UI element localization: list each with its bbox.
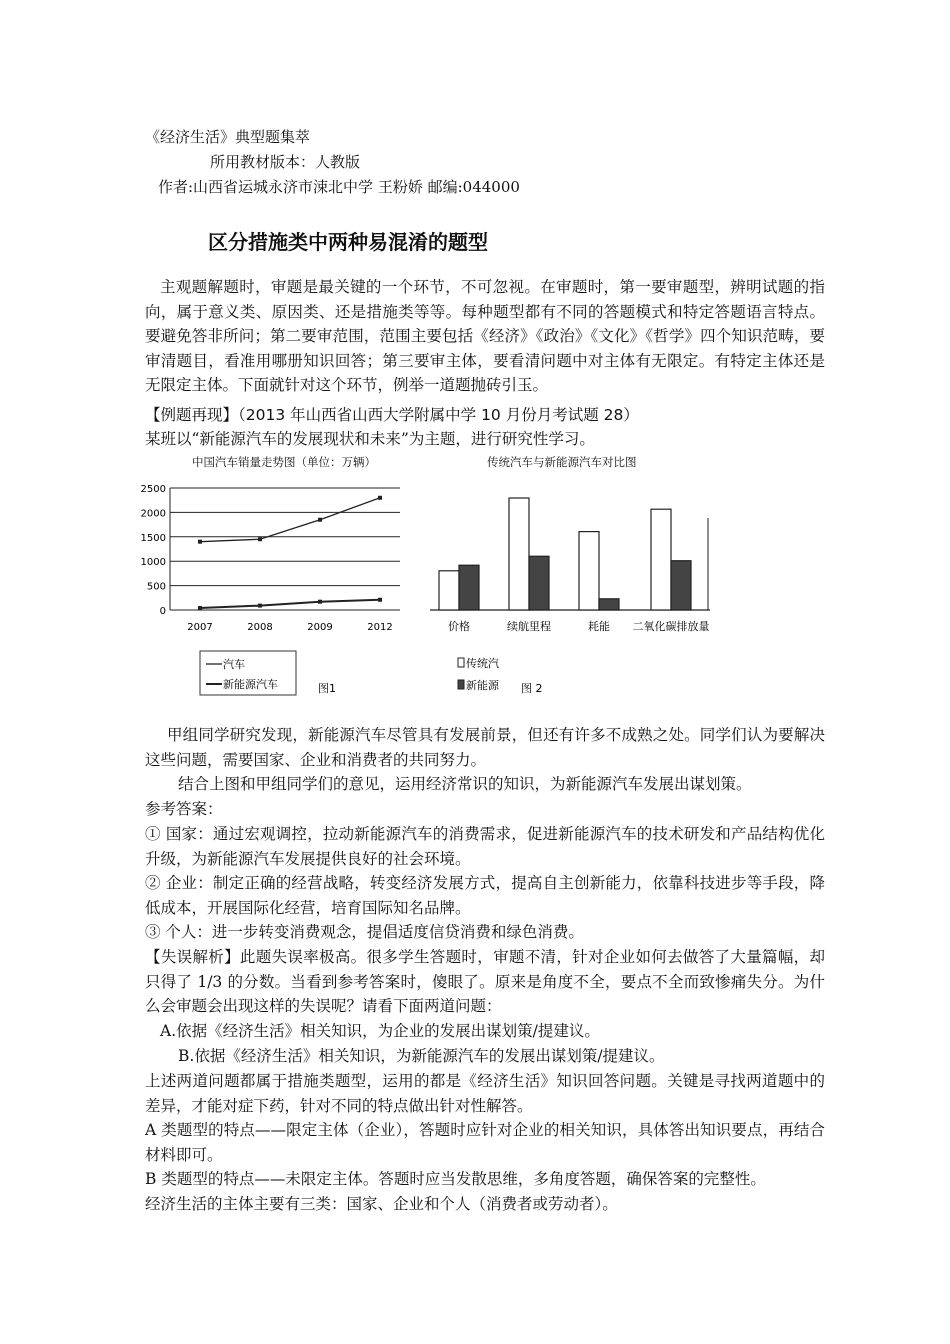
chart2-title: 传统汽车与新能源汽车对比图 [487, 455, 637, 469]
example-source: （2013 年山西省山西大学附属中学 10 月份月考试题 28） [238, 406, 639, 424]
paragraph-finding: 甲组同学研究发现，新能源汽车尽管具有发展前景，但还有许多不成熟之处。同学们认为要解决这些问题，需要国家、企业和消费者的共同努力。 [145, 726, 825, 769]
legend-ev: 新能源汽车 [223, 678, 278, 691]
paragraph-task: 结合上图和甲组同学们的意见，运用经济常识的知识，为新能源汽车发展出谋划策。 [178, 775, 752, 793]
data-point [318, 600, 322, 604]
legend-traditional: 传统汽 [466, 657, 499, 670]
bar-new-energy [599, 599, 619, 610]
paragraph-type-a: A 类题型的特点——限定主体（企业），答题时应针对企业的相关知识，具体答出知识要点，再结合材料即可。 [145, 1121, 825, 1164]
x-tick-label: 2012 [367, 622, 393, 633]
answer-heading: 参考答案： [145, 800, 223, 818]
y-tick-label: 1000 [140, 557, 166, 569]
answer-individual: ③ 个人：进一步转变消费观念，提倡适度信贷消费和绿色消费。 [145, 923, 584, 941]
chart-sales-trend [130, 448, 405, 703]
series-line-car [200, 498, 380, 542]
question-a: A.依据《经济生活》相关知识，为企业的发展出谋划策/提建议。 [160, 1022, 600, 1040]
y-tick-label: 500 [146, 581, 166, 593]
category-label: 耗能 [588, 620, 610, 633]
paragraph-difference: 上述两道问题都属于措施类题型，运用的都是《经济生活》知识回答问题。关键是寻找两道题中的差异，才能对症下药，针对不同的特点做出针对性解答。 [145, 1072, 825, 1115]
data-point [378, 496, 382, 500]
bar-traditional [651, 509, 671, 610]
y-tick-label: 2000 [140, 508, 166, 520]
data-point [198, 606, 202, 610]
chart1-caption: 图1 [318, 682, 336, 695]
intro-paragraph: 主观题解题时，审题是最关键的一个环节，不可忽视。在审题时，第一要审题型，辨明试题的指向，属于意义类、原因类、还是措施类等等。每种题型都有不同的答题模式和特定答题语言特点。要避免答非所问；第二要审范围，范围主要包括《经济》《政治》《文化》《哲学》四个知识范畴，要审清题目，看准用哪册知识回答；第三要审主体，要看清问题中对主体有无限定。有特定主体还是无限定主体。下面就针对这个环节，例举一道题抛砖引玉。 [145, 278, 825, 394]
chart2-caption: 图 2 [521, 682, 543, 695]
chart-comparison [425, 448, 715, 703]
article-title: 区分措施类中两种易混淆的题型 [208, 230, 488, 254]
legend-car: 汽车 [223, 658, 245, 671]
category-label: 续航里程 [507, 620, 551, 633]
author-line: 作者:山西省运城永济市涑北中学 王粉娇 邮编:044000 [158, 178, 520, 196]
bar-traditional [509, 498, 529, 610]
bar-traditional [579, 532, 599, 610]
category-label: 二氧化碳排放量 [632, 620, 710, 633]
example-header [145, 403, 639, 428]
answer-enterprise: ② 企业：制定正确的经营战略，转变经济发展方式，提高自主创新能力，依靠科技进步等手段，降低成本，开展国际化经营，培育国际知名品牌。 [145, 874, 825, 917]
data-point [318, 518, 322, 522]
y-tick-label: 0 [159, 606, 166, 617]
example-label: 【例题再现】 [145, 406, 239, 424]
paragraph-subjects: 经济生活的主体主要有三类：国家、企业和个人（消费者或劳动者）。 [145, 1195, 618, 1213]
bar-traditional [439, 571, 459, 610]
data-point [198, 540, 202, 544]
mistake-analysis: 【失误解析】此题失误率极高。很多学生答题时，审题不清，针对企业如何去做答了大量篇幅，却只得了 1/3 的分数。当看到参考答案时，傻眼了。原来是角度不全，要点不全而致惨痛失分。为什么会审题会出现这样的失误呢？请看下面两道问题： [145, 948, 825, 1015]
edition-line: 所用教材版本：人教版 [210, 153, 361, 171]
x-tick-label: 2008 [247, 622, 273, 633]
chart1-title: 中国汽车销量走势图（单位：万辆） [192, 455, 376, 469]
y-tick-label: 1500 [140, 532, 166, 544]
series-line-ev [200, 600, 380, 608]
x-tick-label: 2009 [307, 622, 333, 633]
example-stem: 某班以“新能源汽车的发展现状和未来”为主题，进行研究性学习。 [145, 430, 595, 448]
x-tick-label: 2007 [187, 622, 213, 633]
data-point [258, 604, 262, 608]
book-title: 《经济生活》典型题集萃 [145, 128, 311, 146]
chart1-legend [200, 651, 296, 695]
chart2-legend [458, 656, 500, 692]
bar-new-energy [671, 561, 691, 610]
data-point [258, 537, 262, 541]
legend-new-energy: 新能源 [466, 679, 499, 692]
bar-new-energy [529, 556, 549, 610]
paragraph-type-b: B 类题型的特点——未限定主体。答题时应当发散思维，多角度答题，确保答案的完整性。 [145, 1170, 766, 1188]
answer-state: ① 国家：通过宏观调控，拉动新能源汽车的消费需求，促进新能源汽车的技术研发和产品结构优化升级，为新能源汽车发展提供良好的社会环境。 [145, 825, 825, 868]
data-point [378, 598, 382, 602]
category-label: 价格 [448, 620, 470, 633]
question-b: B.依据《经济生活》相关知识，为新能源汽车的发展出谋划策/提建议。 [178, 1047, 665, 1065]
bar-new-energy [459, 565, 479, 610]
y-tick-label: 2500 [140, 484, 166, 495]
